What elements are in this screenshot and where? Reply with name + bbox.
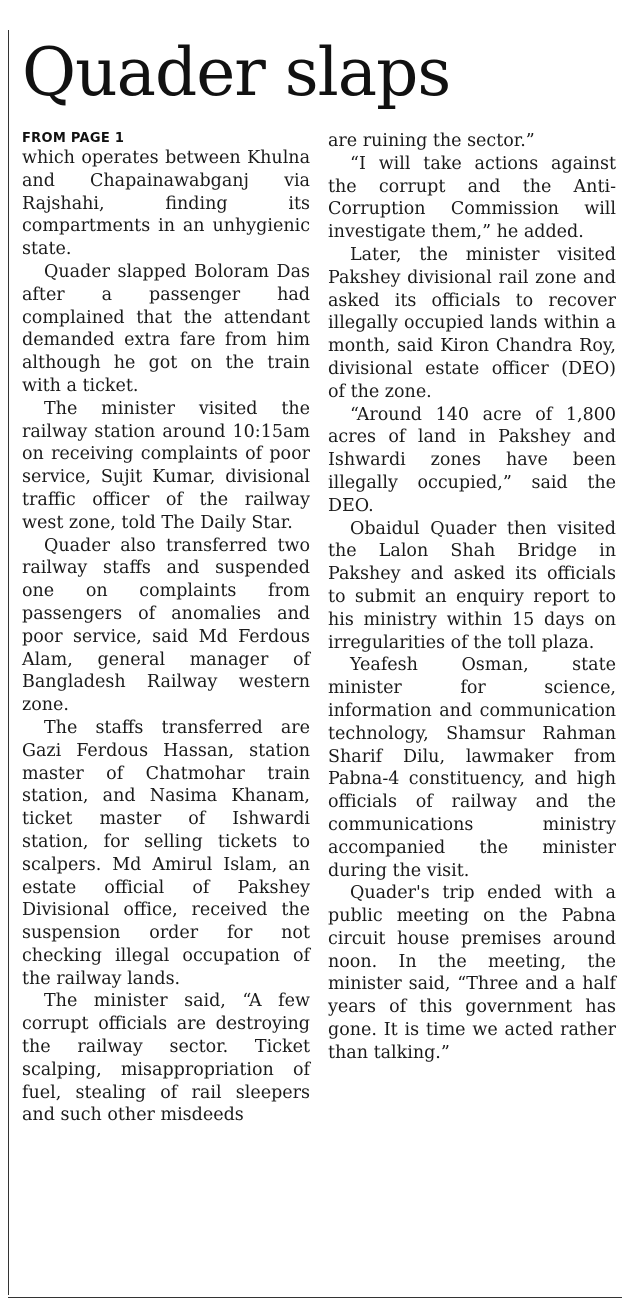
paragraph: Yeafesh Osman, state minister for science, information and communication technology, Shamsur Rahman Sharif Dilu, lawmaker from Pabna-4 constituency, and high officials of railway and the communications ministry accompanied the minister during the visit. xyxy=(328,655,616,881)
continuation-kicker: FROM PAGE 1 xyxy=(22,131,125,146)
paragraph: The minister said, “A few corrupt officials are destroying the railway sector. Ticket scalping, misappropriation of fuel, stealing of rail sleepers and such other misdeeds xyxy=(22,991,310,1126)
paragraph: The minister visited the railway station around 10:15am on receiving complaints of poor service, Sujit Kumar, divisional traffic officer of the railway west zone, told The Daily Star. xyxy=(22,398,310,533)
paragraph: Later, the minister visited Pakshey divisional rail zone and asked its officials to recover illegally occupied lands within a month, said Kiron Chandra Roy, divisional estate officer (DEO) of the zone. xyxy=(328,244,616,402)
column-left xyxy=(22,130,310,1295)
article-body xyxy=(22,130,616,1295)
paragraph: “I will take actions against the corrupt and the Anti-Corruption Commission will investigate them,” he added. xyxy=(328,153,616,243)
paragraph: The staffs transferred are Gazi Ferdous Hassan, station master of Chatmohar train station, and Nasima Khanam, ticket master of Ishwardi station, for selling tickets to scalpers. Md Amirul Islam, an estate official of Pakshey Divisional office, received the suspension order for not checking illegal occupation of the railway lands. xyxy=(22,717,310,989)
paragraph: Quader slapped Boloram Das after a passenger had complained that the attendant demanded extra fare from him although he got on the train with a ticket. xyxy=(22,261,310,396)
paragraph: Quader also transferred two railway staffs and suspended one on complaints from passengers of anomalies and poor service, said Md Ferdous Alam, general manager of Bangladesh Railway western zone. xyxy=(22,535,310,716)
paragraph: are ruining the sector.” xyxy=(328,131,535,151)
paragraph: “Around 140 acre of 1,800 acres of land in Pakshey and Ishwardi zones have been illegally occupied,” said the DEO. xyxy=(328,404,616,516)
paragraph: Obaidul Quader then visited the Lalon Shah Bridge in Pakshey and asked its officials to submit an enquiry report to his ministry within 15 days on irregularities of the toll plaza. xyxy=(328,518,616,653)
headline: Quader slaps xyxy=(22,34,451,111)
column-rule-left xyxy=(8,30,9,1295)
paragraph: Quader's trip ended with a public meeting on the Pabna circuit house premises around noon. In the meeting, the minister said, “Three and a half years of this government has gone. It is time we acted rather than talking.” xyxy=(328,883,616,1063)
column-right xyxy=(328,130,616,1295)
paragraph: which operates between Khulna and Chapainawabganj via Rajshahi, finding its compartments in an unhygienic state. xyxy=(22,148,310,260)
bottom-rule xyxy=(8,1297,622,1298)
